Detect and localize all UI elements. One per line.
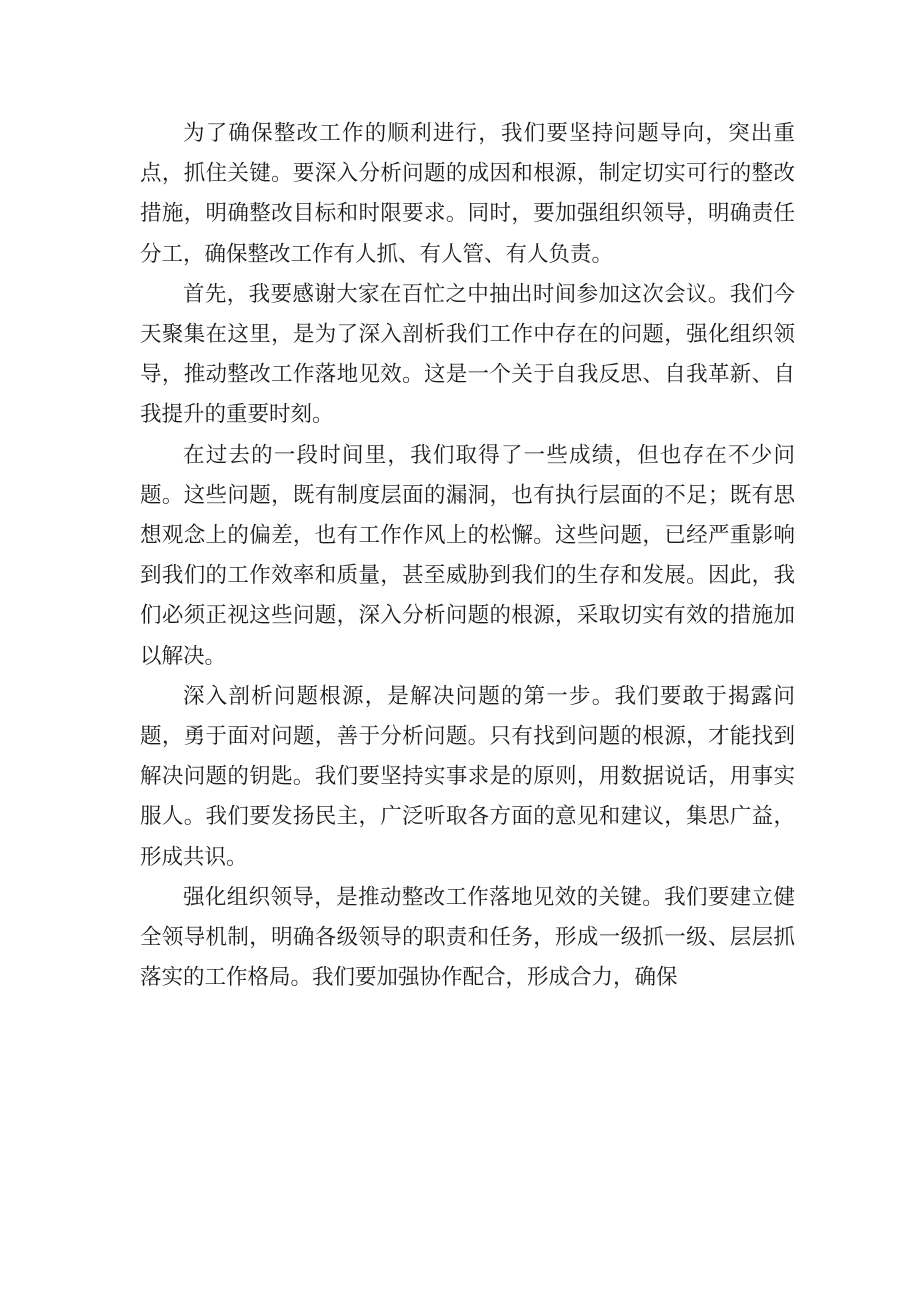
paragraph-3: 在过去的一段时间里，我们取得了一些成绩，但也存在不少问题。这些问题，既有制度层面的漏洞，也有执行层面的不足；既有思想观念上的偏差，也有工作作风上的松懈。这些问题，已经严重影响到我们的工作效率和质量，甚至威胁到我们的生存和发展。因此，我们必须正视这些问题，深入分析问题的根源，采取切实有效的措施加以解决。 (140, 442, 795, 669)
paragraph-1: 为了确保整改工作的顺利进行，我们要坚持问题导向，突出重点，抓住关键。要深入分析问题的成因和根源，制定切实可行的整改措施，明确整改目标和时限要求。同时，要加强组织领导，明确责任分工，确保整改工作有人抓、有人管、有人负责。 (140, 121, 795, 267)
document-body (140, 114, 795, 998)
paragraph-5: 强化组织领导，是推动整改工作落地见效的关键。我们要建立健全领导机制，明确各级领导的职责和任务，形成一级抓一级、层层抓落实的工作格局。我们要加强协作配合，形成合力，确保 (140, 884, 795, 991)
paragraph-4: 深入剖析问题根源，是解决问题的第一步。我们要敢于揭露问题，勇于面对问题，善于分析问题。只有找到问题的根源，才能找到解决问题的钥匙。我们要坚持实事求是的原则，用数据说话，用事实服人。我们要发扬民主，广泛听取各方面的意见和建议，集思广益，形成共识。 (140, 683, 795, 870)
paragraph-2: 首先，我要感谢大家在百忙之中抽出时间参加这次会议。我们今天聚集在这里，是为了深入剖析我们工作中存在的问题，强化组织领导，推动整改工作落地见效。这是一个关于自我反思、自我革新、自我提升的重要时刻。 (140, 281, 795, 428)
